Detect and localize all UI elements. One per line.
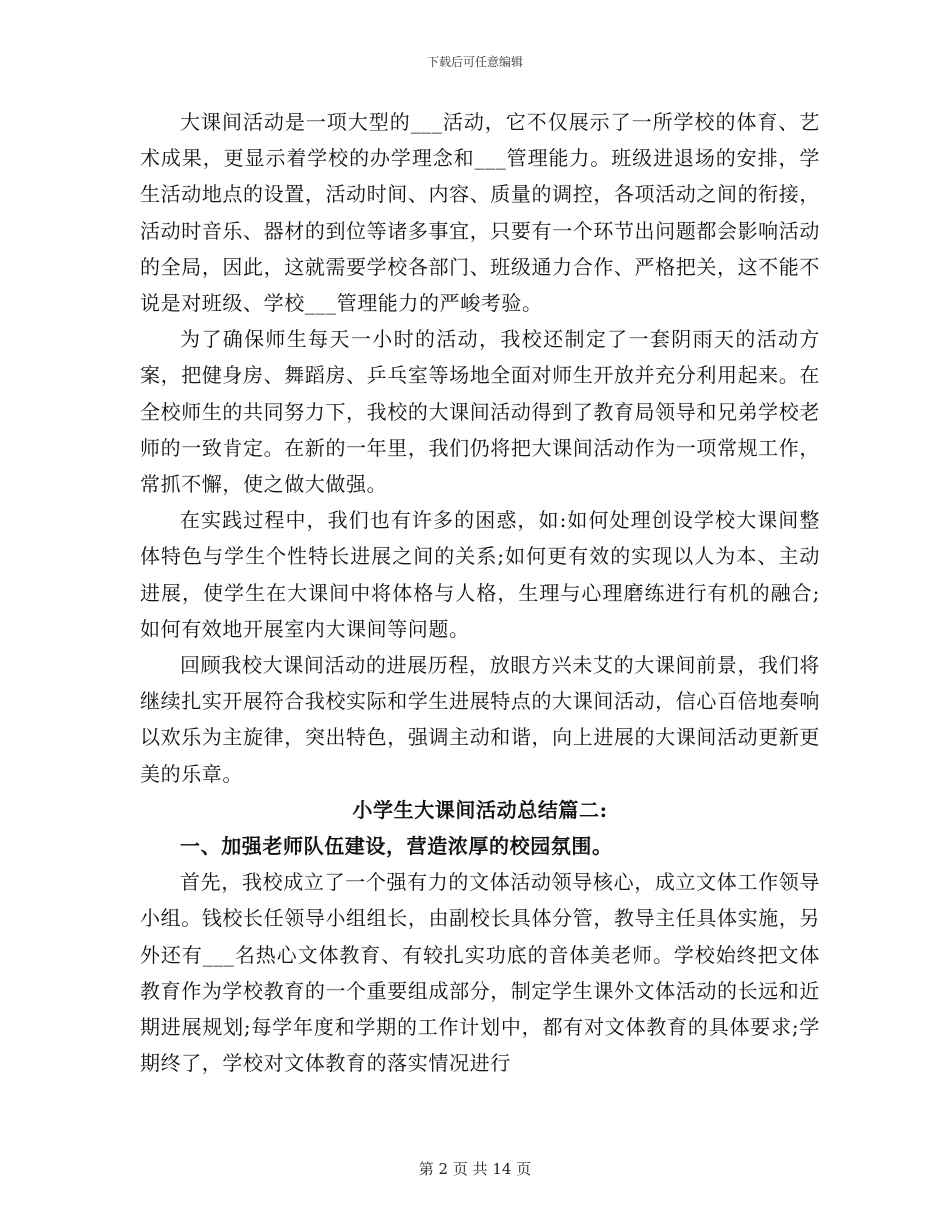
section-heading: 一、加强老师队伍建设，营造浓厚的校园氛围。: [180, 834, 613, 859]
document-body: [140, 104, 820, 1081]
page-header: 下载后可任意编辑: [426, 55, 523, 69]
paragraph-1: 大课间活动是一项大型的___活动，它不仅展示了一所学校的体育、艺术成果，更显示着学校的办学理念和___管理能力。班级进退场的安排，学生活动地点的设置，活动时间、内容、质量的调控，各项活动之间的衔接，活动时音乐、器材的到位等诸多事宜，只要有一个环节出问题都会影响活动的全局，因此，这就需要学校各部门、班级通力合作、严格把关，这不能不说是对班级、学校___管理能力的严峻考验。: [140, 110, 820, 316]
paragraph-2: 为了确保师生每天一小时的活动，我校还制定了一套阴雨天的活动方案，把健身房、舞蹈房、乒乓室等场地全面对师生开放并充分利用起来。在全校师生的共同努力下，我校的大课间活动得到了教育局领导和兄弟学校老师的一致肯定。在新的一年里，我们仍将把大课间活动作为一项常规工作，常抓不懈，使之做大做强。: [140, 327, 820, 497]
paragraph-4: 回顾我校大课间活动的进展历程，放眼方兴未艾的大课间前景，我们将继续扎实开展符合我校实际和学生进展特点的大课间活动，信心百倍地奏响以欢乐为主旋律，突出特色，强调主动和谐，向上进展的大课间活动更新更美的乐章。: [140, 653, 820, 786]
page-number: 第 2 页 共 14 页: [418, 1160, 532, 1178]
article-title: 小学生大课间活动总结篇二:: [352, 797, 608, 822]
section-paragraph-1: 首先，我校成立了一个强有力的文体活动领导核心，成立文体工作领导小组。钱校长任领导小组组长，由副校长具体分管，教导主任具体实施，另外还有___名热心文体教育、有较扎实功底的音体美老师。学校始终把文体教育作为学校教育的一个重要组成部分，制定学生课外文体活动的长远和近期进展规划;每学年度和学期的工作计划中，都有对文体教育的具体要求;学期终了，学校对文体教育的落实情况进行: [140, 870, 820, 1076]
paragraph-3: 在实践过程中，我们也有许多的困惑，如:如何处理创设学校大课间整体特色与学生个性特长进展之间的关系;如何更有效的实现以人为本、主动进展，使学生在大课间中将体格与人格，生理与心理磨练进行有机的融合;如何有效地开展室内大课间等问题。: [140, 508, 820, 641]
